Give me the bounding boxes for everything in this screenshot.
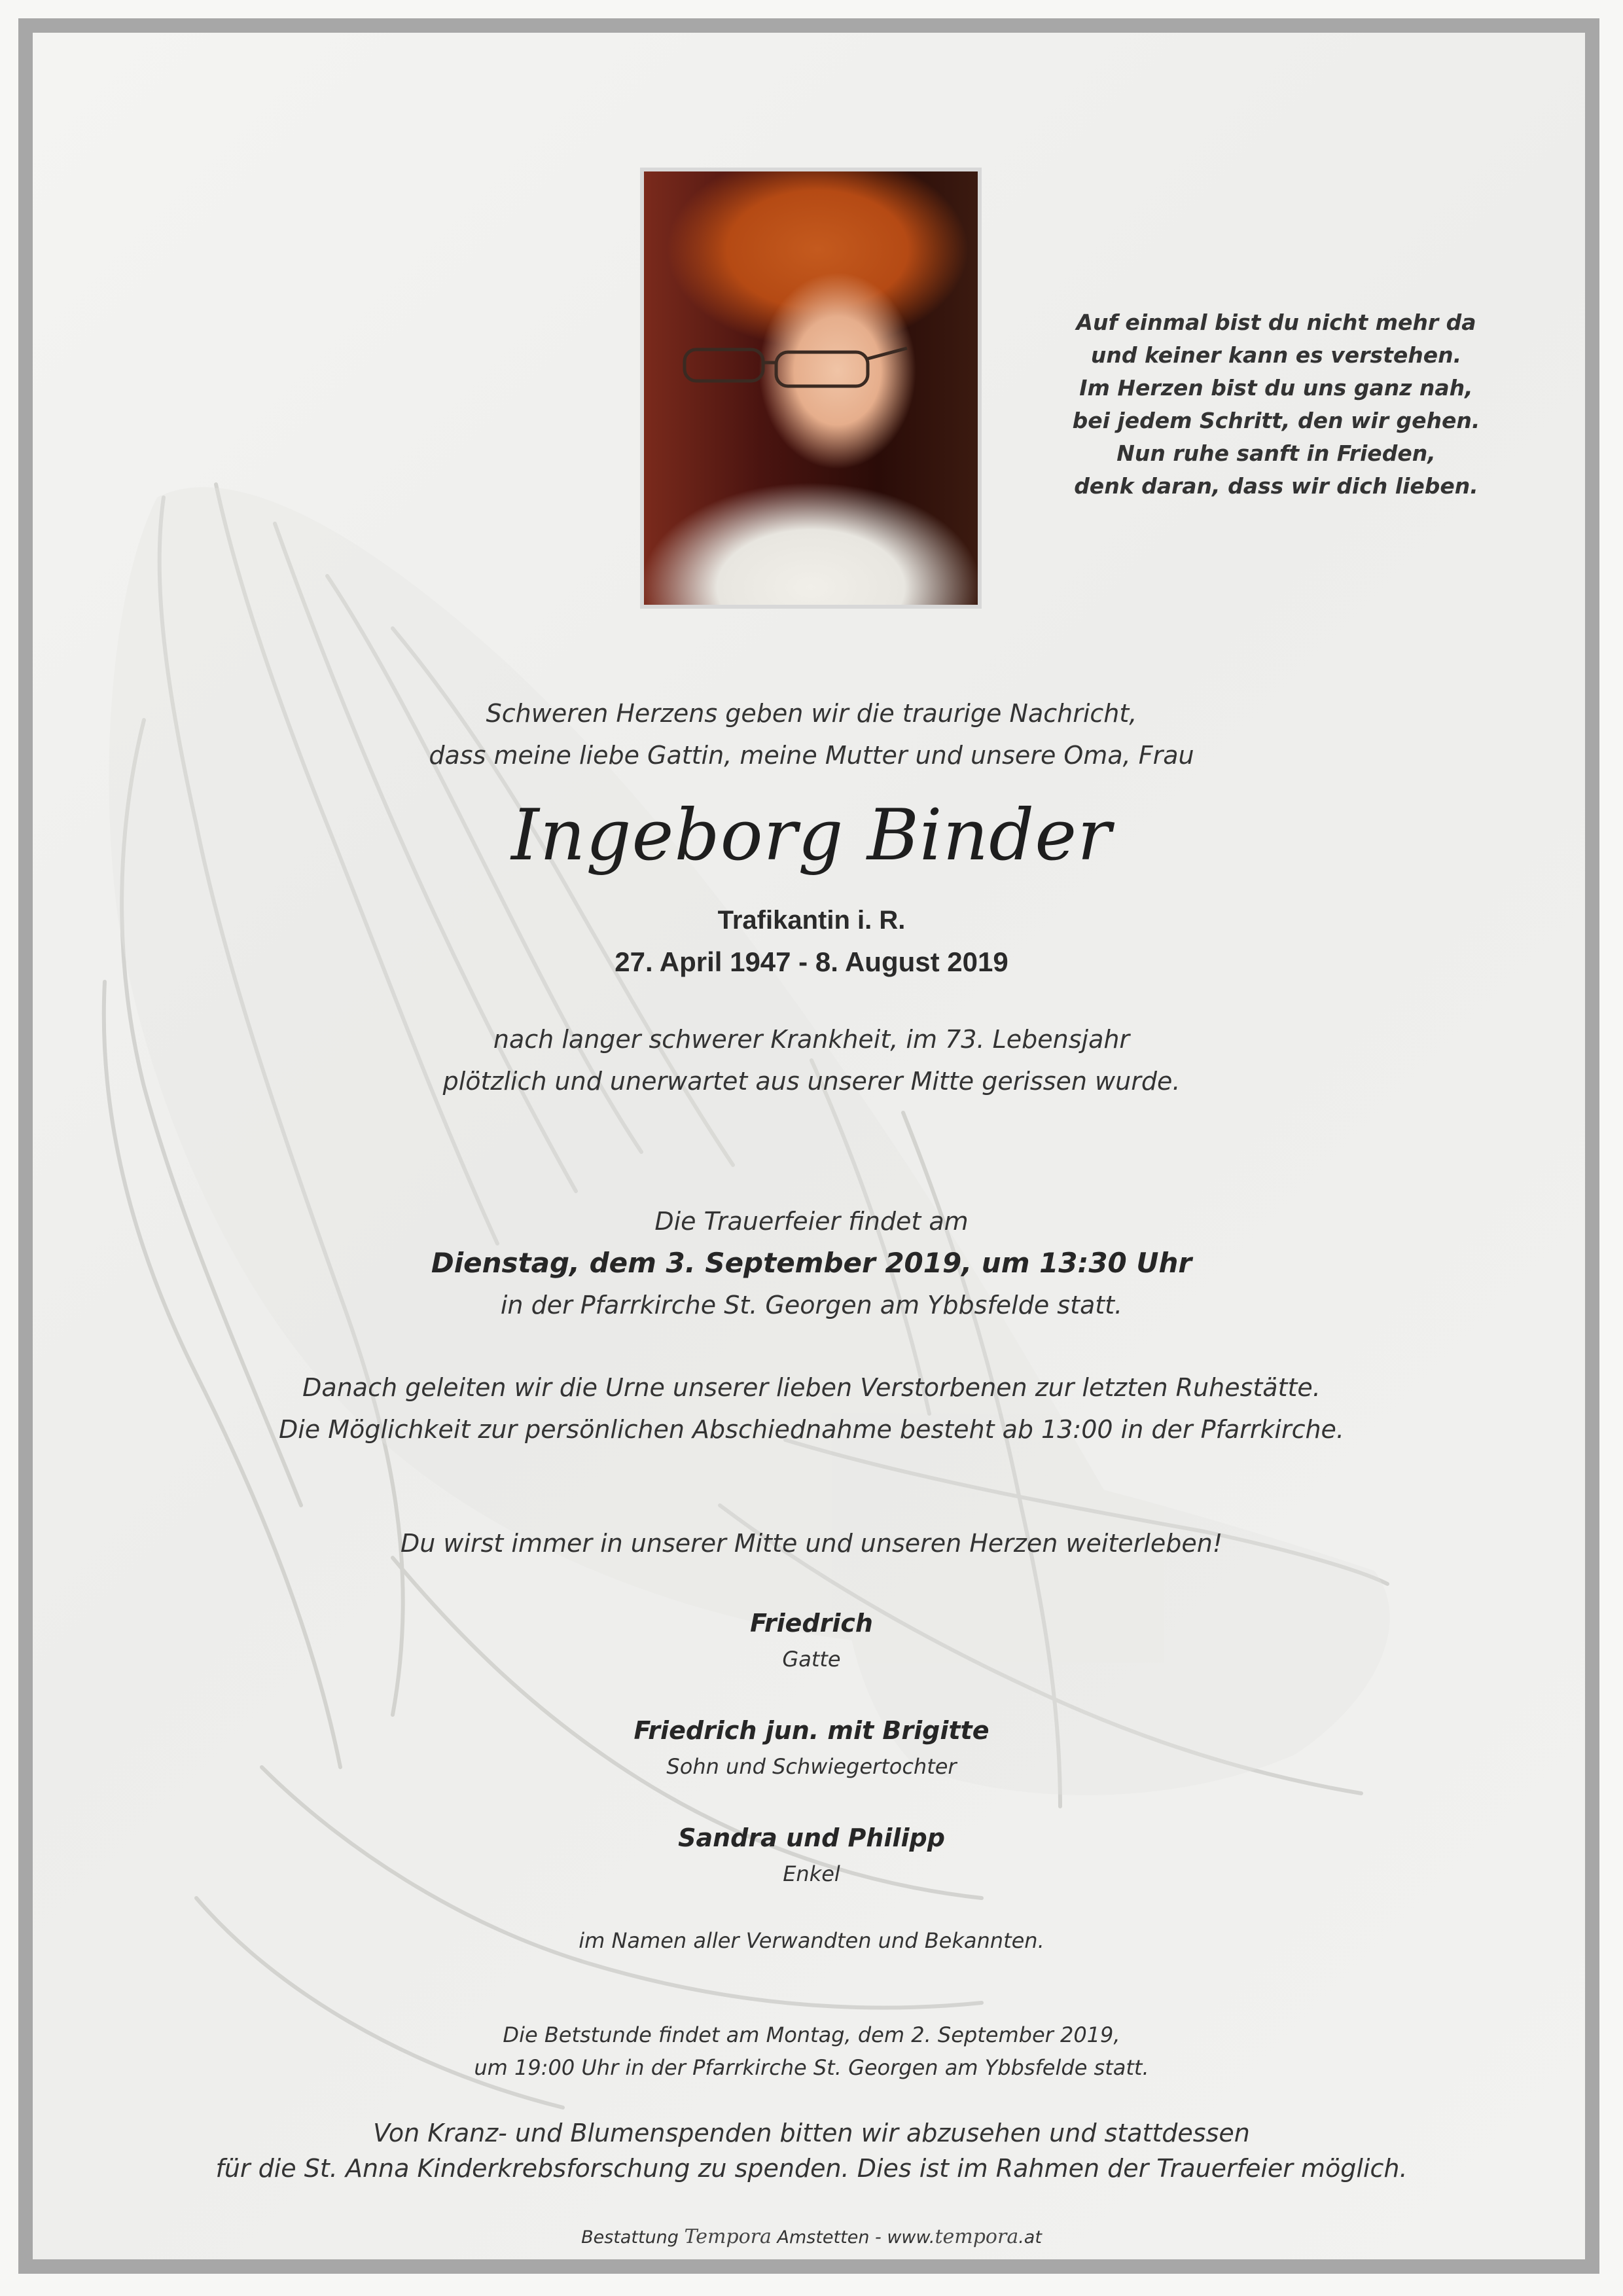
poem-line: Nun ruhe sanft in Frieden, (1116, 440, 1436, 466)
mourner-role: Gatte (782, 1647, 841, 1672)
footer-domain-tld: .at (1018, 2227, 1042, 2248)
funeral-date: Dienstag, dem 3. September 2019, um 13:30 Uhr (431, 1247, 1192, 1279)
poem-line: bei jedem Schritt, den wir gehen. (1072, 408, 1480, 433)
poem-line: Auf einmal bist du nicht mehr da (1076, 310, 1476, 335)
remembrance-line: Du wirst immer in unserer Mitte und unseren Herzen weiterleben! (400, 1529, 1223, 1558)
mourner-name: Friedrich jun. mit Brigitte (633, 1716, 990, 1745)
intro-line: dass meine liebe Gattin, meine Mutter und unsere Oma, Frau (429, 741, 1194, 770)
mourner-role: Sohn und Schwiegertochter (666, 1754, 957, 1779)
funeral-place: in der Pfarrkirche St. Georgen am Ybbsfelde statt. (500, 1291, 1123, 1319)
poem-line: Im Herzen bist du uns ganz nah, (1079, 375, 1473, 401)
donation-text (0, 2115, 1623, 2186)
passing-line: plötzlich und unerwartet aus unserer Mitte gerissen wurde. (442, 1067, 1181, 1096)
deceased-name: Ingeborg Binder (511, 795, 1112, 876)
prayer-line: Die Betstunde findet am Montag, dem 2. September 2019, (503, 2022, 1120, 2047)
glasses-icon (678, 343, 914, 389)
donation-line: für die St. Anna Kinderkrebsforschung zu spenden. Dies ist im Rahmen der Trauerfeier möglich. (215, 2154, 1408, 2183)
funeral-home-logo: Tempora (684, 2225, 772, 2248)
donation-line: Von Kranz- und Blumenspenden bitten wir abzusehen und stattdessen (373, 2119, 1250, 2147)
urn-line: Danach geleiten wir die Urne unserer lieben Verstorbenen zur letzten Ruhestätte. (302, 1373, 1321, 1402)
urn-line: Die Möglichkeit zur persönlichen Abschiednahme besteht ab 13:00 in der Pfarrkirche. (278, 1415, 1345, 1444)
deceased-profession: Trafikantin i. R. (717, 906, 906, 935)
passing-text (0, 1018, 1623, 1102)
life-dates: 27. April 1947 - 8. August 2019 (615, 946, 1008, 977)
portrait-photo (644, 171, 978, 605)
intro-line: Schweren Herzens geben wir die traurige Nachricht, (486, 699, 1137, 728)
poem-line: und keiner kann es verstehen. (1090, 342, 1462, 368)
funeral-intro: Die Trauerfeier findet am (654, 1207, 969, 1236)
mourner-name: Sandra und Philipp (678, 1823, 945, 1852)
footer-location: Amstetten - www. (777, 2227, 935, 2248)
announcement-intro (0, 692, 1623, 776)
prayer-hour-text (0, 2018, 1623, 2084)
poem-line: denk daran, dass wir dich lieben. (1074, 473, 1478, 499)
passing-line: nach langer schwerer Krankheit, im 73. Lebensjahr (493, 1025, 1130, 1054)
footer-prefix: Bestattung (581, 2227, 679, 2248)
mourner-name: Friedrich (750, 1609, 873, 1638)
portrait-photo-frame (640, 168, 982, 609)
footer-domain-brand: tempora (935, 2225, 1019, 2248)
funeral-home-footer (0, 2224, 1623, 2251)
prayer-line: um 19:00 Uhr in der Pfarrkirche St. Georgen am Ybbsfelde statt. (474, 2055, 1149, 2080)
memorial-poem (1060, 306, 1492, 503)
relatives-line: im Namen aller Verwandten und Bekannten. (579, 1928, 1044, 1953)
mourner-role: Enkel (783, 1861, 840, 1886)
urn-text (0, 1367, 1623, 1450)
